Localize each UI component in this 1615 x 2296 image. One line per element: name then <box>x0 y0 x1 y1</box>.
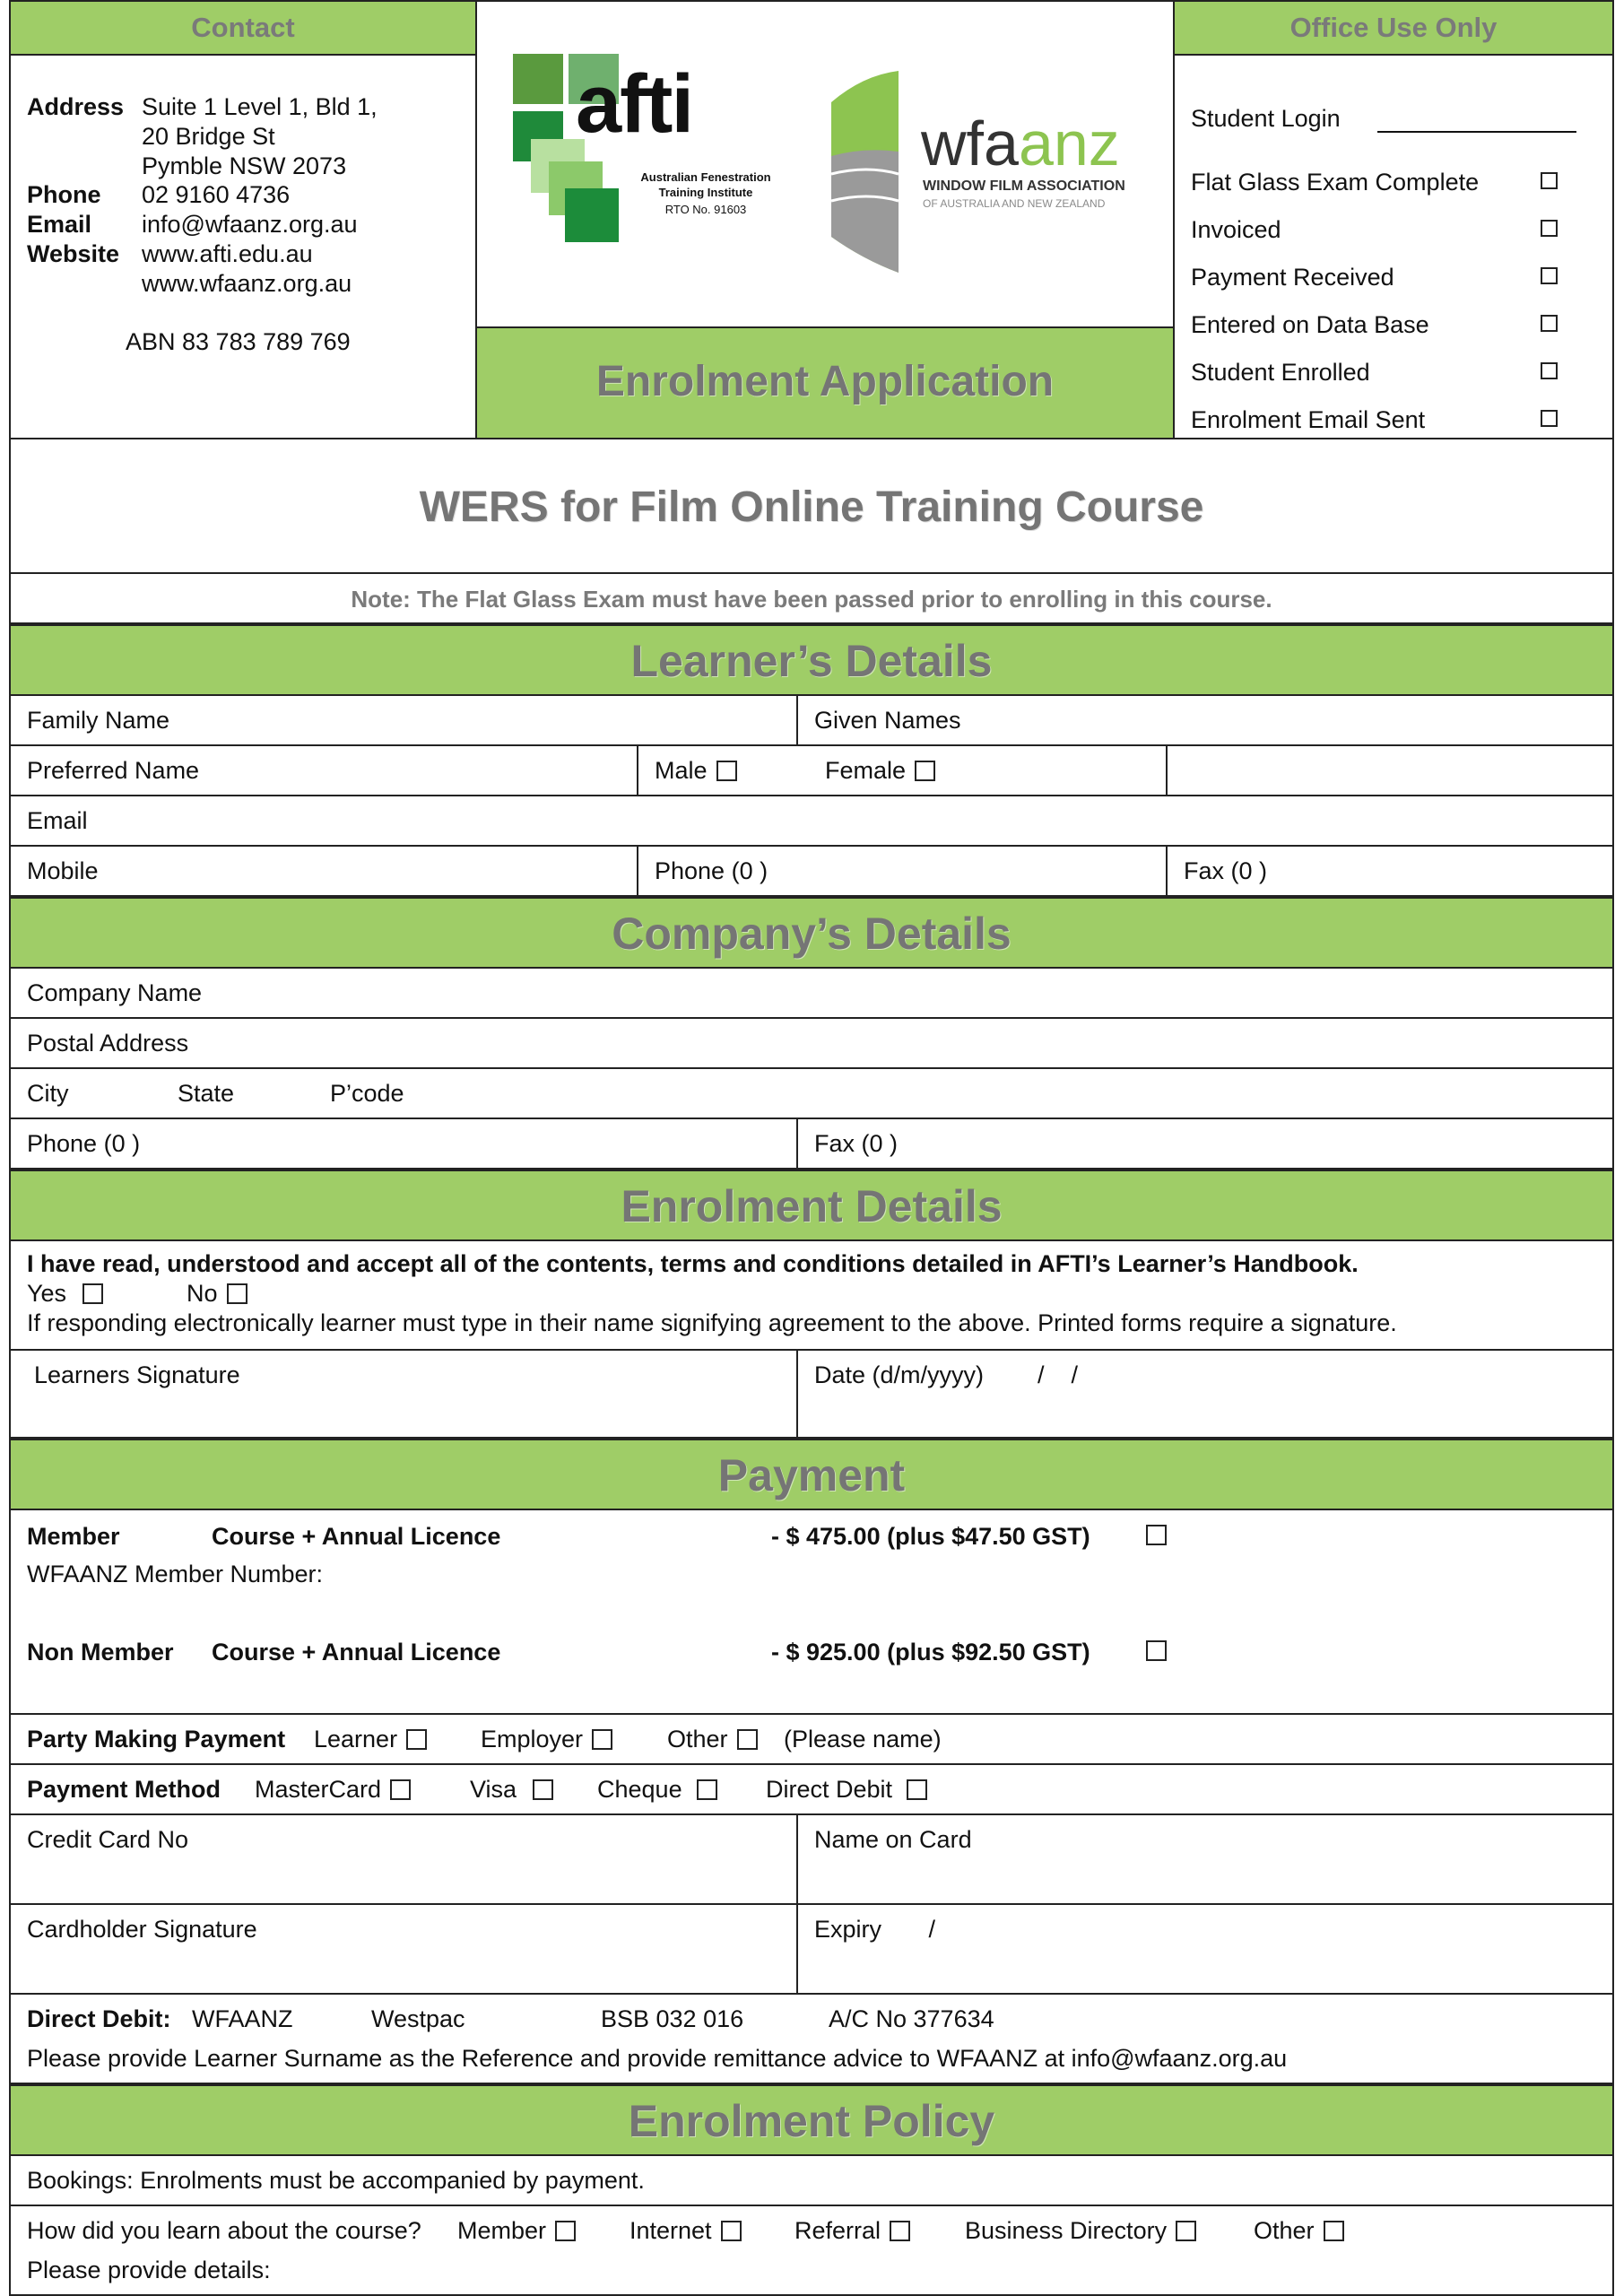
cheque-checkbox[interactable] <box>697 1779 717 1800</box>
afti-logo <box>513 54 782 251</box>
method-direct-debit[interactable] <box>766 1776 927 1804</box>
preferred-name-label[interactable]: Preferred Name <box>27 757 200 784</box>
afti-wordmark: afti <box>576 58 692 150</box>
office-item-database: Entered on Data Base <box>1191 311 1429 338</box>
direct-debit-label: Direct Debit <box>766 1776 893 1803</box>
learn-referral[interactable] <box>794 2217 910 2245</box>
learn-referral-checkbox[interactable] <box>890 2221 910 2241</box>
learn-other-checkbox[interactable] <box>1324 2221 1344 2241</box>
party-other[interactable] <box>667 1726 758 1753</box>
wfaanz-line-2: OF AUSTRALIA AND NEW ZEALAND <box>923 197 1106 210</box>
enrolment-form <box>9 0 1614 2296</box>
prerequisite-note: Note: The Flat Glass Exam must have been passed prior to enrolling in this course. <box>351 586 1272 613</box>
party-learner-checkbox[interactable] <box>406 1729 427 1750</box>
yes-checkbox[interactable] <box>82 1283 103 1304</box>
member-checkbox[interactable] <box>1146 1525 1167 1545</box>
method-visa[interactable] <box>470 1776 553 1804</box>
party-learner[interactable] <box>314 1726 427 1753</box>
mobile-label[interactable]: Mobile <box>27 857 99 884</box>
expiry-label[interactable]: Expiry / <box>814 1916 936 1943</box>
gender-male[interactable] <box>655 757 737 785</box>
address-line-2: 20 Bridge St <box>142 123 275 150</box>
learner-phone-label[interactable]: Phone (0 ) <box>655 857 768 884</box>
method-mastercard[interactable] <box>255 1776 411 1804</box>
party-payment-row <box>9 1715 1614 1765</box>
dd-bsb: BSB 032 016 <box>601 2005 744 2032</box>
cardholder-row <box>9 1905 1614 1995</box>
no-label: No <box>187 1280 218 1307</box>
enrolment-agreement-row <box>9 1241 1614 1351</box>
dd-reference-note: Please provide Learner Surname as the Reference and provide remittance advice to WFAANZ at info@wfaanz.org.au <box>27 2045 1288 2072</box>
cardholder-signature-label[interactable]: Cardholder Signature <box>27 1916 257 1943</box>
application-title: Enrolment Application <box>595 358 1055 405</box>
address-line-1: Suite 1 Level 1, Bld 1, <box>142 93 378 120</box>
party-label: Party Making Payment <box>27 1726 286 1752</box>
direct-debit-row <box>9 1995 1614 2084</box>
application-title-panel <box>475 326 1175 439</box>
office-item-flat-glass: Flat Glass Exam Complete <box>1191 169 1480 196</box>
member-price: - $ 475.00 (plus $47.50 GST) <box>771 1523 1090 1550</box>
note-row <box>9 574 1614 624</box>
office-checkbox-database[interactable] <box>1541 315 1558 332</box>
learner-row-names <box>9 696 1614 746</box>
city-label[interactable]: City <box>27 1080 69 1107</box>
learn-member-label: Member <box>457 2217 547 2244</box>
afti-line-3: RTO No. 91603 <box>664 203 747 216</box>
member-label: Member <box>27 1523 120 1550</box>
company-fax-label[interactable]: Fax (0 ) <box>814 1130 899 1157</box>
state-label[interactable]: State <box>178 1080 235 1107</box>
contact-panel <box>9 54 477 439</box>
party-other-checkbox[interactable] <box>737 1729 758 1750</box>
male-label: Male <box>655 757 708 784</box>
nonmember-label: Non Member <box>27 1639 174 1665</box>
afti-line-2: Training Institute <box>658 186 753 199</box>
phone-label: Phone <box>27 181 101 208</box>
bookings-policy: Bookings: Enrolments must be accompanied by payment. <box>27 2167 645 2194</box>
member-number-label[interactable]: WFAANZ Member Number: <box>27 1561 324 1587</box>
referral-row <box>9 2206 1614 2296</box>
learn-question: How did you learn about the course? <box>27 2217 421 2244</box>
learner-fax-label[interactable]: Fax (0 ) <box>1184 857 1268 884</box>
mastercard-checkbox[interactable] <box>390 1779 411 1800</box>
credit-card-no-label[interactable]: Credit Card No <box>27 1826 189 1853</box>
wfaanz-word-b: anz <box>1018 109 1120 178</box>
member-course-label: Course + Annual Licence <box>212 1523 501 1550</box>
name-on-card-label[interactable]: Name on Card <box>814 1826 972 1853</box>
party-employer-checkbox[interactable] <box>592 1729 612 1750</box>
given-names-label[interactable]: Given Names <box>814 707 961 734</box>
visa-label: Visa <box>470 1776 517 1803</box>
office-checkbox-invoiced[interactable] <box>1541 220 1558 237</box>
learner-details-header: Learner’s Details <box>9 624 1614 696</box>
learner-row-contact <box>9 847 1614 897</box>
learn-business-directory-checkbox[interactable] <box>1176 2221 1196 2241</box>
postcode-label[interactable]: P’code <box>330 1080 404 1107</box>
method-cheque[interactable] <box>597 1776 717 1804</box>
nonmember-price: - $ 925.00 (plus $92.50 GST) <box>771 1639 1090 1665</box>
company-row-name <box>9 969 1614 1019</box>
yes-label: Yes <box>27 1280 67 1307</box>
address-line-3: Pymble NSW 2073 <box>142 152 347 179</box>
company-phone-label[interactable]: Phone (0 ) <box>27 1130 141 1157</box>
male-checkbox[interactable] <box>716 761 737 781</box>
party-employer[interactable] <box>481 1726 612 1753</box>
mastercard-label: MasterCard <box>255 1776 382 1803</box>
method-label: Payment Method <box>27 1776 221 1803</box>
nonmember-course-label: Course + Annual Licence <box>212 1639 501 1665</box>
date-label[interactable]: Date (d/m/yyyy) / / <box>814 1361 1079 1388</box>
office-checkbox-flat-glass[interactable] <box>1541 172 1558 189</box>
female-label: Female <box>825 757 907 784</box>
office-item-invoiced: Invoiced <box>1191 216 1281 243</box>
office-panel <box>1173 54 1614 439</box>
office-item-email-sent: Enrolment Email Sent <box>1191 406 1426 433</box>
nonmember-checkbox[interactable] <box>1146 1640 1167 1661</box>
wfaanz-line-1: WINDOW FILM ASSOCIATION <box>923 178 1125 194</box>
dd-account-name: WFAANZ <box>192 2005 293 2032</box>
contact-phone: 02 9160 4736 <box>142 181 291 208</box>
email-label: Email <box>27 211 92 238</box>
direct-debit-checkbox[interactable] <box>907 1779 927 1800</box>
wfaanz-swoosh-icon <box>822 66 903 277</box>
learn-other-label: Other <box>1254 2217 1315 2244</box>
company-row-city <box>9 1069 1614 1119</box>
agreement-statement: I have read, understood and accept all of the contents, terms and conditions detailed in AFTI’s Learner’s Handbook. <box>27 1250 1359 1277</box>
learn-member[interactable] <box>457 2217 576 2245</box>
female-checkbox[interactable] <box>915 761 935 781</box>
direct-debit-heading: Direct Debit: <box>27 2005 171 2032</box>
payment-options-row <box>9 1510 1614 1715</box>
wfaanz-word-a: wfa <box>921 109 1019 178</box>
visa-checkbox[interactable] <box>533 1779 553 1800</box>
card-row <box>9 1815 1614 1905</box>
learn-internet[interactable] <box>630 2217 742 2245</box>
enrolment-details-header: Enrolment Details <box>9 1170 1614 1241</box>
agree-no[interactable] <box>187 1280 247 1308</box>
contact-email[interactable]: info@wfaanz.org.au <box>142 211 358 238</box>
party-please-name: (Please name) <box>784 1726 942 1752</box>
company-name-label[interactable]: Company Name <box>27 979 203 1006</box>
gender-female[interactable] <box>825 757 935 785</box>
contact-title: Contact <box>191 12 295 43</box>
course-title-row <box>9 439 1614 574</box>
party-learner-label: Learner <box>314 1726 398 1752</box>
bookings-row <box>9 2156 1614 2206</box>
office-item-payment-received: Payment Received <box>1191 264 1394 291</box>
website-link-wfaanz[interactable]: www.wfaanz.org.au <box>142 270 352 297</box>
learn-internet-label: Internet <box>630 2217 712 2244</box>
learn-other[interactable] <box>1254 2217 1344 2245</box>
party-other-label: Other <box>667 1726 728 1752</box>
student-login-field[interactable] <box>1377 131 1576 133</box>
dd-bank: Westpac <box>371 2005 465 2032</box>
company-row-address <box>9 1019 1614 1069</box>
dd-account-number: A/C No 377634 <box>829 2005 994 2032</box>
office-checkbox-payment-received[interactable] <box>1541 267 1558 284</box>
logo-panel <box>475 0 1175 328</box>
office-header <box>1173 0 1614 56</box>
company-details-header: Company’s Details <box>9 897 1614 969</box>
learn-business-directory[interactable] <box>965 2217 1196 2245</box>
electronic-signature-note: If responding electronically learner must type in their name signifying agreement to the above. Printed forms require a signature. <box>27 1309 1397 1336</box>
learner-row-preferred <box>9 746 1614 796</box>
learn-business-directory-label: Business Directory <box>965 2217 1168 2244</box>
abn-number: ABN 83 783 789 769 <box>126 328 351 355</box>
office-item-enrolled: Student Enrolled <box>1191 359 1370 386</box>
address-label: Address <box>27 93 125 120</box>
office-checkbox-enrolled[interactable] <box>1541 362 1558 379</box>
cheque-label: Cheque <box>597 1776 682 1803</box>
afti-line-1: Australian Fenestration <box>640 170 771 184</box>
postal-address-label[interactable]: Postal Address <box>27 1030 189 1057</box>
website-label: Website <box>27 240 120 267</box>
office-title: Office Use Only <box>1289 12 1498 43</box>
learn-member-checkbox[interactable] <box>555 2221 576 2241</box>
office-checkbox-email-sent[interactable] <box>1541 410 1558 427</box>
company-row-phone <box>9 1119 1614 1170</box>
agree-yes[interactable] <box>27 1280 103 1308</box>
learner-row-email <box>9 796 1614 847</box>
wfaanz-wordmark <box>921 111 1120 176</box>
signature-row <box>9 1351 1614 1439</box>
learner-email-label[interactable]: Email <box>27 807 88 834</box>
website-link-afti[interactable]: www.afti.edu.au <box>142 240 313 267</box>
party-employer-label: Employer <box>481 1726 584 1752</box>
payment-header: Payment <box>9 1439 1614 1510</box>
contact-header <box>9 0 477 56</box>
enrolment-policy-header: Enrolment Policy <box>9 2084 1614 2156</box>
provide-details-label[interactable]: Please provide details: <box>27 2257 271 2283</box>
wfaanz-logo <box>822 66 1163 282</box>
student-login-label: Student Login <box>1191 105 1341 132</box>
learner-signature-label[interactable]: Learners Signature <box>34 1361 240 1388</box>
payment-method-row <box>9 1765 1614 1815</box>
family-name-label[interactable]: Family Name <box>27 707 170 734</box>
course-title: WERS for Film Online Training Course <box>419 483 1204 531</box>
learn-referral-label: Referral <box>794 2217 881 2244</box>
no-checkbox[interactable] <box>227 1283 247 1304</box>
learn-internet-checkbox[interactable] <box>721 2221 742 2241</box>
